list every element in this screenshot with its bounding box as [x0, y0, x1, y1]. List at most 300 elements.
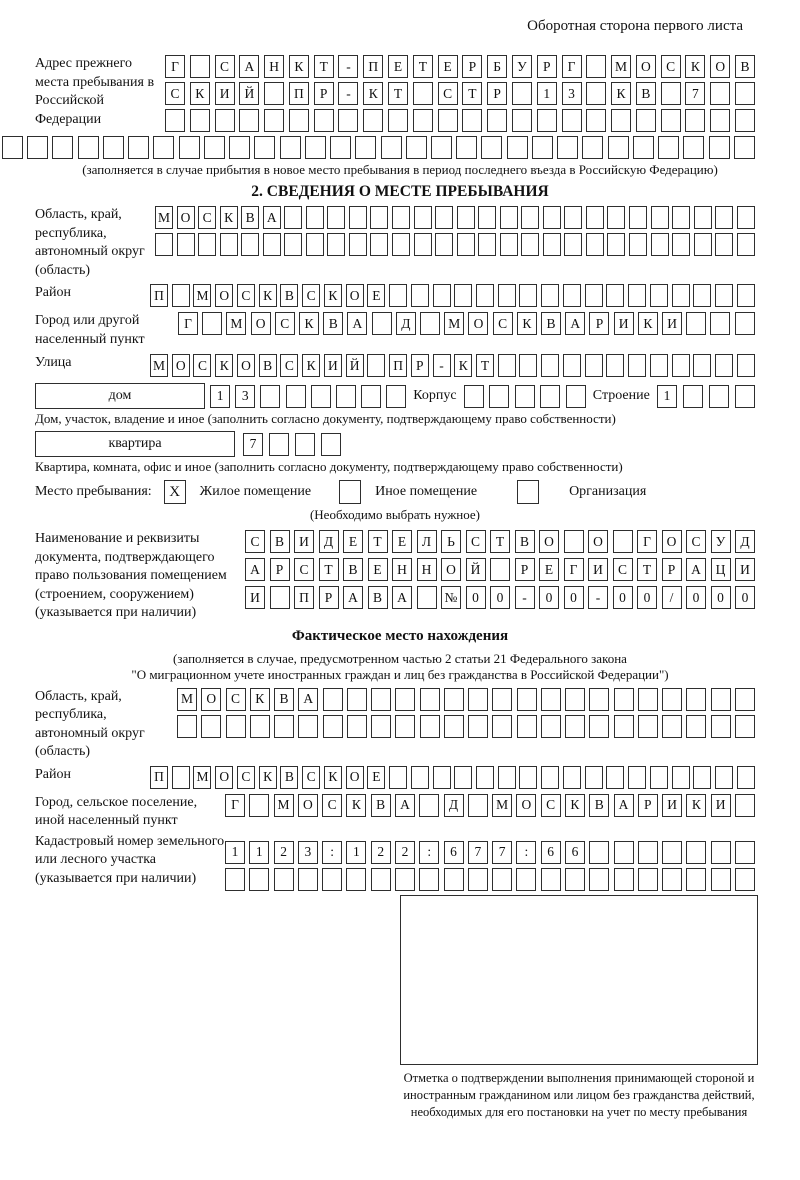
char-cell: Р	[411, 354, 429, 377]
char-cell: Б	[487, 55, 507, 78]
char-cell	[321, 433, 341, 456]
char-cell	[737, 354, 755, 377]
char-cell	[220, 233, 238, 256]
char-cell	[103, 136, 124, 159]
char-cell	[347, 688, 367, 711]
char-cell: В	[280, 766, 298, 789]
char-cell: А	[686, 558, 706, 581]
char-cell	[444, 715, 464, 738]
char-cell: О	[177, 206, 195, 229]
char-cell: Р	[270, 558, 290, 581]
char-cell	[614, 688, 634, 711]
prev-address-row-3	[165, 109, 755, 132]
char-cell	[650, 284, 668, 307]
char-cell: 3	[562, 82, 582, 105]
fact-district-block	[35, 766, 755, 789]
char-cell: В	[515, 530, 535, 553]
fact-city-row	[225, 794, 755, 817]
char-cell	[519, 284, 537, 307]
char-cell: К	[259, 766, 277, 789]
char-cell: К	[324, 766, 342, 789]
char-cell	[413, 109, 433, 132]
char-cell	[492, 688, 512, 711]
char-cell	[286, 385, 306, 408]
char-cell	[658, 136, 679, 159]
apartment-type-box: квартира	[35, 431, 235, 457]
region-row-1	[155, 206, 755, 229]
char-cell: Р	[487, 82, 507, 105]
char-cell	[636, 109, 656, 132]
fact-district-label: Район	[35, 766, 71, 782]
char-cell	[586, 82, 606, 105]
char-cell: О	[215, 766, 233, 789]
char-cell	[264, 109, 284, 132]
char-cell	[395, 715, 415, 738]
char-cell	[172, 284, 190, 307]
char-cell	[249, 794, 269, 817]
char-cell	[563, 766, 581, 789]
fact-region-block	[35, 688, 755, 762]
char-cell	[686, 868, 706, 891]
char-cell: 1	[657, 385, 677, 408]
apartment-number-cells	[243, 433, 341, 456]
char-cell	[735, 841, 755, 864]
char-cell	[563, 354, 581, 377]
char-cell	[487, 109, 507, 132]
char-cell: П	[150, 284, 168, 307]
char-cell: А	[263, 206, 281, 229]
char-cell: Д	[396, 312, 416, 335]
char-cell: В	[274, 688, 294, 711]
char-cell: М	[274, 794, 294, 817]
house-type-box: дом	[35, 383, 205, 409]
char-cell: Н	[417, 558, 437, 581]
char-cell: А	[347, 312, 367, 335]
char-cell: Н	[392, 558, 412, 581]
prev-address-label: Адрес прежнего места пребывания в Российской Федерации	[35, 56, 155, 127]
cadastral-label: Кадастровый номер земельного или лесного участка (указывается при наличии)	[35, 833, 225, 886]
char-cell	[638, 841, 658, 864]
char-cell	[370, 206, 388, 229]
char-cell	[735, 868, 755, 891]
fact-district-row	[150, 766, 755, 789]
checkbox-residential: X	[164, 480, 186, 504]
char-cell	[638, 868, 658, 891]
ownership-document-cells	[245, 530, 755, 609]
fact-city-block	[35, 794, 755, 831]
char-cell	[541, 284, 559, 307]
char-cell	[202, 312, 222, 335]
char-cell: -	[338, 55, 358, 78]
char-cell	[565, 868, 585, 891]
char-cell	[322, 868, 342, 891]
char-cell	[177, 715, 197, 738]
char-cell	[264, 82, 284, 105]
char-cell	[389, 284, 407, 307]
char-cell	[420, 688, 440, 711]
char-cell: 3	[235, 385, 255, 408]
char-cell	[517, 715, 537, 738]
char-cell: Е	[368, 558, 388, 581]
char-cell	[153, 136, 174, 159]
char-cell: Р	[462, 55, 482, 78]
document-row-3	[245, 586, 755, 609]
char-cell	[651, 233, 669, 256]
char-cell	[662, 715, 682, 738]
char-cell: :	[419, 841, 439, 864]
korpus-label: Корпус	[413, 388, 457, 403]
char-cell: 1	[346, 841, 366, 864]
char-cell: В	[368, 586, 388, 609]
char-cell: О	[662, 530, 682, 553]
char-cell	[541, 766, 559, 789]
char-cell: Й	[346, 354, 364, 377]
char-cell	[435, 206, 453, 229]
char-cell: 0	[711, 586, 731, 609]
char-cell	[521, 233, 539, 256]
char-cell	[614, 715, 634, 738]
char-cell: И	[245, 586, 265, 609]
char-cell	[411, 766, 429, 789]
char-cell: О	[636, 55, 656, 78]
char-cell: С	[302, 284, 320, 307]
char-cell	[381, 136, 402, 159]
char-cell	[683, 136, 704, 159]
char-cell: Д	[444, 794, 464, 817]
char-cell: Р	[537, 55, 557, 78]
char-cell: Д	[735, 530, 755, 553]
char-cell	[685, 109, 705, 132]
char-cell: О	[539, 530, 559, 553]
char-cell	[737, 206, 755, 229]
char-cell: С	[275, 312, 295, 335]
char-cell	[735, 312, 755, 335]
char-cell	[2, 136, 23, 159]
option-residential-label: Жилое помещение	[199, 484, 312, 499]
char-cell	[323, 715, 343, 738]
char-cell: О	[251, 312, 271, 335]
char-cell	[468, 868, 488, 891]
char-cell: К	[259, 284, 277, 307]
char-cell: У	[711, 530, 731, 553]
char-cell: С	[466, 530, 486, 553]
char-cell: /	[662, 586, 682, 609]
char-cell: В	[259, 354, 277, 377]
char-cell	[606, 766, 624, 789]
cadastral-row-2	[225, 868, 755, 891]
char-cell: М	[193, 766, 211, 789]
apartment-row	[35, 431, 755, 457]
char-cell	[270, 586, 290, 609]
char-cell	[519, 766, 537, 789]
char-cell	[314, 109, 334, 132]
street-block	[35, 354, 755, 377]
char-cell: Т	[637, 558, 657, 581]
char-cell	[388, 109, 408, 132]
char-cell	[589, 841, 609, 864]
region-label: Область, край, республика, автономный округ (область)	[35, 207, 145, 278]
char-cell: 0	[564, 586, 584, 609]
char-cell: М	[444, 312, 464, 335]
char-cell	[633, 136, 654, 159]
char-cell: С	[322, 794, 342, 817]
char-cell	[541, 868, 561, 891]
stroenie-cells	[657, 385, 755, 408]
char-cell	[361, 385, 381, 408]
char-cell	[274, 868, 294, 891]
char-cell	[662, 841, 682, 864]
char-cell	[367, 354, 385, 377]
char-cell: И	[735, 558, 755, 581]
char-cell	[512, 109, 532, 132]
char-cell	[462, 109, 482, 132]
char-cell	[269, 433, 289, 456]
char-cell: С	[613, 558, 633, 581]
char-cell	[454, 766, 472, 789]
region-row-2	[155, 233, 755, 256]
char-cell	[516, 868, 536, 891]
char-cell	[489, 385, 509, 408]
char-cell	[444, 688, 464, 711]
char-cell: 3	[298, 841, 318, 864]
char-cell	[78, 136, 99, 159]
char-cell	[628, 766, 646, 789]
char-cell	[586, 109, 606, 132]
char-cell	[711, 841, 731, 864]
char-cell: К	[190, 82, 210, 105]
char-cell: Т	[462, 82, 482, 105]
char-cell	[414, 233, 432, 256]
char-cell	[298, 715, 318, 738]
char-cell	[239, 109, 259, 132]
char-cell: М	[155, 206, 173, 229]
char-cell: М	[177, 688, 197, 711]
char-cell	[638, 715, 658, 738]
char-cell	[686, 688, 706, 711]
char-cell: П	[289, 82, 309, 105]
fact-region-cells	[177, 688, 755, 738]
char-cell: Р	[515, 558, 535, 581]
char-cell	[420, 715, 440, 738]
char-cell: Е	[539, 558, 559, 581]
char-cell	[686, 715, 706, 738]
char-cell	[585, 766, 603, 789]
street-row	[150, 354, 755, 377]
char-cell	[327, 206, 345, 229]
char-cell	[589, 868, 609, 891]
char-cell	[694, 233, 712, 256]
char-cell: М	[492, 794, 512, 817]
fact-location-note-2: "О миграционном учете иностранных граждан и лиц без гражданства в Российской Федерации")	[131, 666, 669, 682]
char-cell	[492, 715, 512, 738]
house-number-cells	[210, 385, 406, 408]
char-cell: М	[226, 312, 246, 335]
char-cell: И	[215, 82, 235, 105]
char-cell	[661, 82, 681, 105]
apartment-caption: Квартира, комната, офис и иное (заполнить согласно документу, подтверждающему право собственности)	[35, 459, 623, 474]
char-cell: П	[294, 586, 314, 609]
char-cell	[715, 284, 733, 307]
char-cell: Л	[417, 530, 437, 553]
char-cell: К	[250, 688, 270, 711]
char-cell	[735, 715, 755, 738]
char-cell: Н	[264, 55, 284, 78]
char-cell	[433, 284, 451, 307]
char-cell: С	[198, 206, 216, 229]
char-cell: Г	[225, 794, 245, 817]
stroenie-label: Строение	[592, 388, 650, 403]
char-cell	[611, 109, 631, 132]
char-cell: К	[611, 82, 631, 105]
char-cell	[306, 233, 324, 256]
char-cell	[566, 385, 586, 408]
char-cell	[735, 385, 755, 408]
char-cell	[254, 136, 275, 159]
char-cell	[420, 312, 440, 335]
char-cell	[661, 109, 681, 132]
char-cell	[715, 206, 733, 229]
char-cell	[507, 136, 528, 159]
fact-region-label: Область, край, республика, автономный округ (область)	[35, 688, 145, 759]
char-cell	[204, 136, 225, 159]
char-cell: С	[661, 55, 681, 78]
char-cell: 7	[243, 433, 263, 456]
char-cell	[468, 715, 488, 738]
char-cell	[413, 82, 433, 105]
char-cell	[457, 233, 475, 256]
char-cell: А	[614, 794, 634, 817]
char-cell: 1	[225, 841, 245, 864]
char-cell	[395, 868, 415, 891]
char-cell: О	[346, 284, 364, 307]
char-cell: И	[614, 312, 634, 335]
char-cell: А	[343, 586, 363, 609]
district-block	[35, 284, 755, 307]
char-cell: С	[541, 794, 561, 817]
char-cell: И	[711, 794, 731, 817]
char-cell	[672, 233, 690, 256]
char-cell	[709, 385, 729, 408]
char-cell	[464, 385, 484, 408]
char-cell	[190, 109, 210, 132]
city-block	[35, 312, 755, 349]
char-cell	[468, 688, 488, 711]
char-cell	[537, 109, 557, 132]
prev-address-note: (заполняется в случае прибытия в новое место пребывания в период последнего въезда в Российскую Федерацию)	[82, 162, 718, 177]
char-cell: 0	[613, 586, 633, 609]
char-cell	[737, 766, 755, 789]
char-cell: Е	[367, 284, 385, 307]
char-cell	[263, 233, 281, 256]
char-cell: В	[323, 312, 343, 335]
char-cell	[589, 715, 609, 738]
house-row	[35, 383, 755, 409]
char-cell	[433, 766, 451, 789]
char-cell	[490, 558, 510, 581]
char-cell	[411, 284, 429, 307]
char-cell	[565, 688, 585, 711]
char-cell	[226, 715, 246, 738]
char-cell	[500, 233, 518, 256]
char-cell	[498, 766, 516, 789]
char-cell: У	[512, 55, 532, 78]
char-cell	[608, 136, 629, 159]
char-cell: 7	[492, 841, 512, 864]
char-cell: И	[324, 354, 342, 377]
char-cell	[710, 312, 730, 335]
street-label: Улица	[35, 355, 72, 370]
char-cell	[468, 794, 488, 817]
char-cell	[737, 233, 755, 256]
char-cell	[392, 206, 410, 229]
char-cell	[155, 233, 173, 256]
korpus-cells	[464, 385, 586, 408]
char-cell	[241, 233, 259, 256]
char-cell: :	[322, 841, 342, 864]
stay-place-note: (Необходимо выбрать нужное)	[309, 507, 481, 522]
char-cell	[177, 233, 195, 256]
char-cell: -	[588, 586, 608, 609]
char-cell: Г	[165, 55, 185, 78]
char-cell	[389, 766, 407, 789]
char-cell	[628, 284, 646, 307]
city-row	[178, 312, 755, 335]
char-cell	[586, 55, 606, 78]
char-cell: С	[237, 766, 255, 789]
char-cell	[419, 868, 439, 891]
char-cell: В	[270, 530, 290, 553]
char-cell	[349, 206, 367, 229]
char-cell: К	[685, 55, 705, 78]
char-cell	[672, 284, 690, 307]
char-cell	[710, 82, 730, 105]
char-cell	[532, 136, 553, 159]
char-cell	[349, 233, 367, 256]
char-cell: Е	[343, 530, 363, 553]
char-cell	[651, 206, 669, 229]
char-cell	[435, 233, 453, 256]
char-cell: Р	[319, 586, 339, 609]
char-cell: В	[541, 312, 561, 335]
char-cell	[438, 109, 458, 132]
char-cell: Е	[367, 766, 385, 789]
char-cell: О	[346, 766, 364, 789]
char-cell	[715, 354, 733, 377]
char-cell	[215, 109, 235, 132]
district-row	[150, 284, 755, 307]
char-cell: К	[215, 354, 233, 377]
char-cell	[686, 312, 706, 335]
char-cell: О	[237, 354, 255, 377]
char-cell	[693, 766, 711, 789]
option-other-premises-label: Иное помещение	[375, 484, 478, 499]
char-cell: П	[389, 354, 407, 377]
char-cell: Д	[319, 530, 339, 553]
char-cell: С	[215, 55, 235, 78]
char-cell	[540, 385, 560, 408]
char-cell: 6	[565, 841, 585, 864]
char-cell	[715, 766, 733, 789]
char-cell	[392, 233, 410, 256]
char-cell	[517, 688, 537, 711]
char-cell: 0	[637, 586, 657, 609]
char-cell	[305, 136, 326, 159]
char-cell	[280, 136, 301, 159]
char-cell: Т	[413, 55, 433, 78]
char-cell	[274, 715, 294, 738]
char-cell	[585, 284, 603, 307]
char-cell	[179, 136, 200, 159]
